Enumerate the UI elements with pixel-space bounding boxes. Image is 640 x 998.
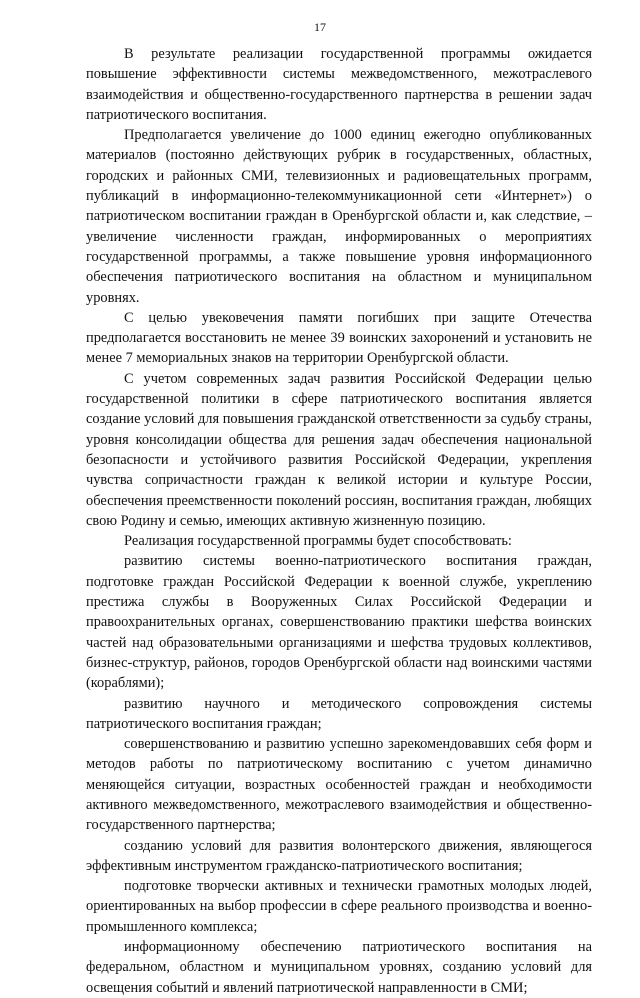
paragraph-publications: Предполагается увеличение до 1000 единиц ежегодно опубликованных материалов (постоянно действующих рубрик в государственных, областных, городских и районных СМИ, телевизионных и радиовещательных программ, публикаций в информационно-телекоммуникационной сети «Интернет») о патриотическом воспитании граждан в Оренбургской области и, как следствие, – увеличение численности граждан, информированных о мероприятиях государственной программы, а также повышение уровня информационного обеспечения патриотического воспитания на областном и муниципальном уровнях.	[86, 127, 592, 306]
list-item-information-support: информационному обеспечению патриотического воспитания на федеральном, областном и муниципальном уровнях, созданию условий для освещения событий и явлений патриотической направленности в СМИ;	[86, 939, 592, 996]
paragraph-program-contributes: Реализация государственной программы будет способствовать:	[124, 533, 512, 550]
document-body	[86, 44, 592, 998]
paragraph-expected-results: В результате реализации государственной программы ожидается повышение эффективности системы межведомственного, межотраслевого взаимодействия и общественно-государственного партнерства в решении задач патриотического воспитания.	[86, 46, 592, 123]
list-item-methods-improvement: совершенствованию и развитию успешно зарекомендовавших себя форм и методов работы по патриотическому воспитанию с учетом динамично меняющейся ситуации, возрастных особенностей граждан и необходимости активного межведомственного, межотраслевого взаимодействия и общественно-государственного партнерства;	[86, 736, 592, 834]
paragraph-policy-goal: С учетом современных задач развития Российской Федерации целью государственной политики в сфере патриотического воспитания является создание условий для повышения гражданской ответственности за судьбу страны, уровня консолидации общества для решения задач обеспечения национальной безопасности и устойчивого развития Российской Федерации, укрепления чувства сопричастности граждан к великой истории и культуре России, обеспечения преемственности поколений россиян, воспитания граждан, любящих свою Родину и семью, имеющих активную жизненную позицию.	[86, 370, 592, 529]
list-item-scientific-support: развитию научного и методического сопровождения системы патриотического воспитания граждан;	[86, 695, 592, 732]
paragraph-memorials: С целью увековечения памяти погибших при защите Отечества предполагается восстановить не менее 39 воинских захоронений и установить не менее 7 мемориальных знаков на территории Оренбургской области.	[86, 309, 592, 367]
page-number: 17	[314, 20, 326, 34]
list-item-youth-training: подготовке творчески активных и технически грамотных молодых людей, ориентированных на выбор профессии в сфере реального производства и военно-промышленного комплекса;	[86, 878, 592, 935]
list-item-volunteer-movement: созданию условий для развития волонтерского движения, являющегося эффективным инструментом гражданско-патриотического воспитания;	[86, 837, 592, 874]
list-item-military-patriotic: развитию системы военно-патриотического воспитания граждан, подготовке граждан Российской Федерации к военной службе, укреплению престижа службы в Вооруженных Силах Российской Федерации и правоохранительных органах, совершенствованию практики шефства воинских частей над образовательными организациями и шефства трудовых коллективов, бизнес-структур, районов, городов Оренбургской области над воинскими частями (кораблями);	[86, 553, 592, 692]
